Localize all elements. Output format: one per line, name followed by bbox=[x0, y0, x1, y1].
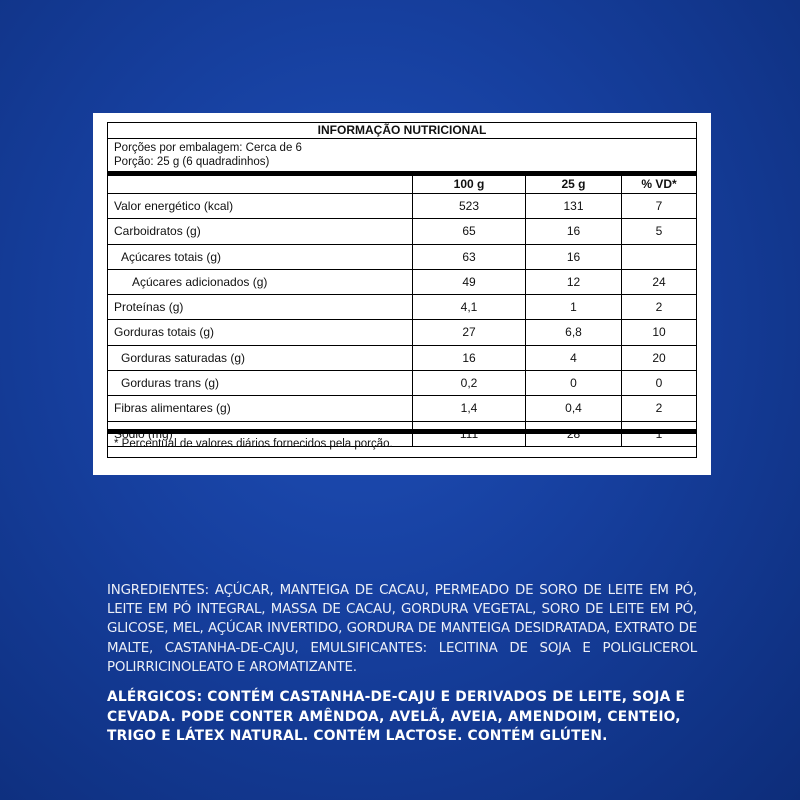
header-vd: % VD* bbox=[621, 176, 696, 193]
value-25g: 12 bbox=[525, 270, 621, 294]
value-vd: 2 bbox=[621, 396, 696, 420]
value-25g: 6,8 bbox=[525, 320, 621, 344]
nutrient-label: Sódio (mg) bbox=[114, 426, 173, 441]
table-row bbox=[108, 320, 696, 345]
nutrient-label: Fibras alimentares (g) bbox=[114, 401, 231, 416]
portions-per-package: Porções por embalagem: Cerca de 6 bbox=[114, 142, 302, 154]
nutrient-label: Açúcares adicionados (g) bbox=[132, 274, 268, 289]
value-25g: 28 bbox=[525, 422, 621, 446]
nutrient-label: Carboidratos (g) bbox=[114, 224, 201, 239]
nutrient-label: Gorduras totais (g) bbox=[114, 325, 215, 340]
table-row bbox=[108, 194, 696, 219]
value-vd: 10 bbox=[621, 320, 696, 344]
nutrition-table bbox=[107, 122, 697, 458]
value-vd: 7 bbox=[621, 194, 696, 218]
header-100g: 100 g bbox=[412, 176, 525, 193]
allergens-text: ALÉRGICOS: CONTÉM CASTANHA-DE-CAJU E DERIVADOS DE LEITE, SOJA E CEVADA. PODE CONTER AMÊNDOA, AVELÃ, AVEIA, AMENDOIM, CENTEIO, TRIGO E LÁTEX NATURAL. CONTÉM LACTOSE. CONTÉM GLÚTEN. bbox=[107, 689, 686, 744]
value-vd: 0 bbox=[621, 371, 696, 395]
table-title: INFORMAÇÃO NUTRICIONAL bbox=[108, 123, 696, 139]
table-row bbox=[108, 270, 696, 295]
table-row bbox=[108, 346, 696, 371]
value-100g: 49 bbox=[412, 270, 525, 294]
value-100g: 523 bbox=[412, 194, 525, 218]
nutrient-label: Açúcares totais (g) bbox=[121, 249, 222, 264]
value-100g: 0,2 bbox=[412, 371, 525, 395]
nutrition-panel bbox=[93, 113, 711, 475]
nutrient-label: Gorduras saturadas (g) bbox=[121, 350, 246, 365]
value-100g: 16 bbox=[412, 346, 525, 370]
header-label bbox=[108, 176, 412, 193]
value-100g: 111 bbox=[412, 422, 525, 446]
value-25g: 4 bbox=[525, 346, 621, 370]
value-100g: 27 bbox=[412, 320, 525, 344]
table-header-row bbox=[108, 176, 696, 194]
table-row bbox=[108, 295, 696, 320]
value-25g: 1 bbox=[525, 295, 621, 319]
value-100g: 1,4 bbox=[412, 396, 525, 420]
nutrient-label: Valor energético (kcal) bbox=[114, 199, 234, 213]
nutrient-label: Gorduras trans (g) bbox=[121, 376, 220, 391]
value-100g: 4,1 bbox=[412, 295, 525, 319]
table-row bbox=[108, 371, 696, 396]
value-25g: 16 bbox=[525, 219, 621, 243]
ingredients-text: INGREDIENTES: AÇÚCAR, MANTEIGA DE CACAU, PERMEADO DE SORO DE LEITE EM PÓ, LEITE EM PÓ INTEGRAL, MASSA DE CACAU, GORDURA VEGETAL, SORO DE LEITE EM PÓ, GLICOSE, MEL, AÇÚCAR INVERTIDO, GORDURA DE MANTEIGA DESIDRATADA, EXTRATO DE MALTE, CASTANHA-DE-CAJU, EMULSIFICANTES: LECITINA DE SOJA E POLIGLICEROL POLIRRICINOLEATO E AROMATIZANTE. bbox=[107, 583, 697, 675]
header-25g: 25 g bbox=[525, 176, 621, 193]
value-vd: 20 bbox=[621, 346, 696, 370]
value-vd: 5 bbox=[621, 219, 696, 243]
value-vd: 1 bbox=[621, 422, 696, 446]
value-25g: 16 bbox=[525, 245, 621, 269]
portion-size: Porção: 25 g (6 quadradinhos) bbox=[114, 156, 270, 168]
table-row bbox=[108, 396, 696, 421]
value-vd: 2 bbox=[621, 295, 696, 319]
table-row bbox=[108, 245, 696, 270]
value-25g: 131 bbox=[525, 194, 621, 218]
nutrient-label: Proteínas (g) bbox=[114, 300, 184, 315]
table-footnote: * Percentual de valores diários fornecidos pela porção. bbox=[108, 429, 696, 457]
value-100g: 65 bbox=[412, 219, 525, 243]
value-vd: 24 bbox=[621, 270, 696, 294]
portion-info bbox=[108, 139, 696, 176]
value-25g: 0 bbox=[525, 371, 621, 395]
table-row bbox=[108, 219, 696, 244]
value-25g: 0,4 bbox=[525, 396, 621, 420]
value-vd bbox=[621, 245, 696, 269]
value-100g: 63 bbox=[412, 245, 525, 269]
